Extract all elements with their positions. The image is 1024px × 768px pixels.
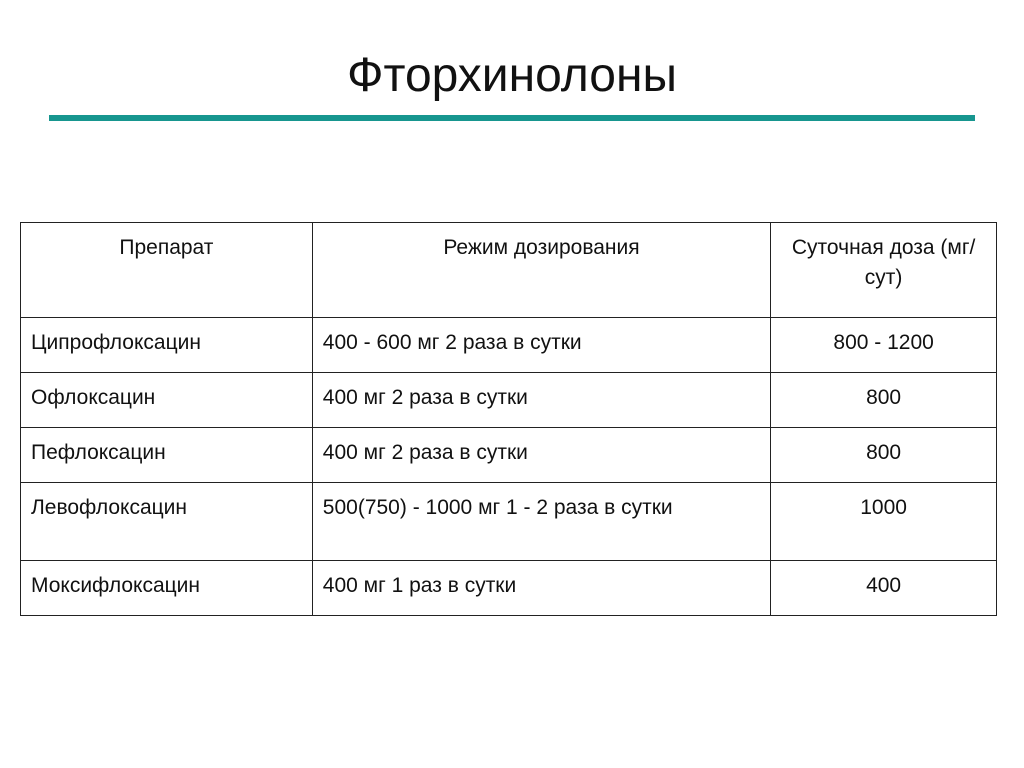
daily-dose: 1000: [771, 483, 997, 561]
title-divider: [49, 115, 975, 121]
drug-name: Ципрофлоксацин: [21, 318, 313, 373]
table-row: [21, 483, 997, 561]
drug-name: Моксифлоксацин: [21, 561, 313, 616]
drug-name: Офлоксацин: [21, 373, 313, 428]
table-row: [21, 428, 997, 483]
dosing-regimen: 400 - 600 мг 2 раза в сутки: [312, 318, 770, 373]
dosing-regimen: 400 мг 1 раз в сутки: [312, 561, 770, 616]
daily-dose: 800: [771, 428, 997, 483]
table-row: [21, 318, 997, 373]
header-regimen: Режим дозирования: [312, 223, 770, 318]
daily-dose: 800 - 1200: [771, 318, 997, 373]
dosing-regimen: 500(750) - 1000 мг 1 - 2 раза в сутки: [312, 483, 770, 561]
header-daily-dose: Суточная доза (мг/сут): [771, 223, 997, 318]
table-row: [21, 561, 997, 616]
slide-title: Фторхинолоны: [347, 49, 677, 102]
table-header-row: [21, 223, 997, 318]
drug-name: Левофлоксацин: [21, 483, 313, 561]
dosing-regimen: 400 мг 2 раза в сутки: [312, 373, 770, 428]
dosing-regimen: 400 мг 2 раза в сутки: [312, 428, 770, 483]
header-drug: Препарат: [21, 223, 313, 318]
daily-dose: 800: [771, 373, 997, 428]
daily-dose: 400: [771, 561, 997, 616]
drug-name: Пефлоксацин: [21, 428, 313, 483]
table-row: [21, 373, 997, 428]
dosage-table: [20, 222, 997, 616]
